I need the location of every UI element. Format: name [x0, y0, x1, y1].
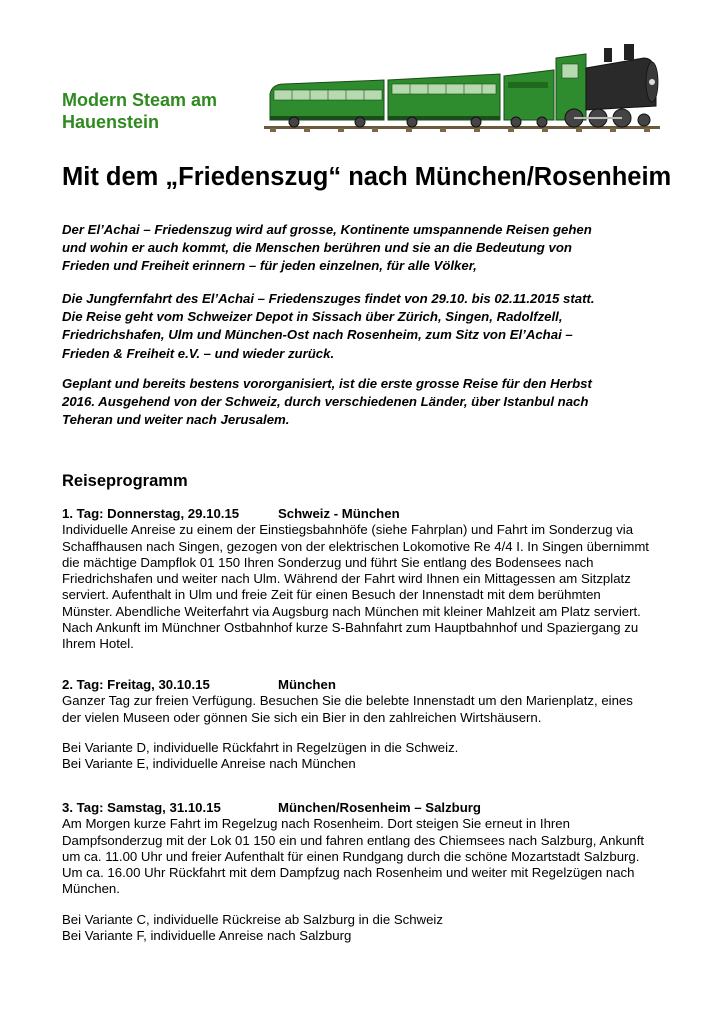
day-text-line: Schaffhausen nach Singen, gezogen von der elektrischen Lokomotive Re 4/4 I. In Singen übernimmt	[62, 538, 649, 554]
intro-paragraph-1	[62, 221, 662, 276]
day-heading	[62, 677, 662, 693]
day-text-line: serviert. Aufenthalt in Ulm und freie Zeit für einen Besuch der Innenstadt mit dem berühmten	[62, 587, 601, 603]
day-place: München/Rosenheim – Salzburg	[278, 800, 481, 815]
day-1-section	[62, 506, 662, 653]
day-text-line: Dampfsonderzug mit der Lok 01 150 ein und fahren entlang des Chiemsees nach Salzburg, Ankunft	[62, 832, 645, 848]
program-heading: Reiseprogramm	[62, 472, 188, 490]
intro-line: Geplant und bereits bestens vororganisiert, ist die erste grosse Reise für den Herbst	[62, 376, 592, 391]
day-label: 1. Tag: Donnerstag, 29.10.15	[62, 506, 240, 521]
variant-line: Bei Variante E, individuelle Anreise nach München	[62, 756, 356, 772]
day-text-line: die mächtige Dampflok 01 150 Ihren Sonderzug und führt Sie entlang des Bodensees nach	[62, 554, 594, 570]
variant-line: Bei Variante D, individuelle Rückfahrt in Regelzügen in die Schweiz.	[62, 739, 459, 755]
intro-line: Frieden & Freiheit e.V. – und wieder zurück.	[62, 345, 335, 361]
day-2-section	[62, 677, 662, 772]
day-text-line: Ganzer Tag zur freien Verfügung. Besuchen Sie die belebte Innenstadt um den Marienplatz, eines	[62, 693, 633, 709]
intro-line: Teheran und weiter nach Jerusalem.	[62, 412, 290, 428]
day-text-line: Münster. Abendliche Weiterfahrt via Augsburg nach München mit kleiner Mahlzeit am Platz serviert.	[62, 603, 641, 619]
day-text-line: Am Morgen kurze Fahrt im Regelzug nach Rosenheim. Dort steigen Sie erneut in Ihren	[62, 816, 570, 832]
organization-name	[62, 89, 262, 133]
intro-line: Friedrichshafen, Ulm und München-Ost nach Rosenheim, zum Sitz von El’Achai –	[62, 327, 573, 343]
organization-line-2: Hauenstein	[62, 112, 160, 132]
day-text-line: Um ca. 16.00 Uhr Rückfahrt mit dem Dampfzug nach Rosenheim und weiter mit Regelzügen nach	[62, 865, 635, 881]
intro-paragraph-3	[62, 375, 662, 430]
intro-line: Die Reise geht vom Schweizer Depot in Sissach über Zürich, Singen, Radolfzell,	[62, 309, 563, 325]
day-label: 3. Tag: Samstag, 31.10.15	[62, 800, 221, 815]
intro-line: Frieden und Freiheit erinnern – für jeden einzelnen, für alle Völker,	[62, 258, 477, 274]
variant-line: Bei Variante C, individuelle Rückreise ab Salzburg in die Schweiz	[62, 911, 443, 927]
organization-line-1: Modern Steam am	[62, 90, 218, 110]
day-place: München	[278, 677, 336, 692]
intro-line: Der El’Achai – Friedenszug wird auf grosse, Kontinente umspannende Reisen gehen	[62, 222, 592, 237]
variant-line: Bei Variante F, individuelle Anreise nach Salzburg	[62, 928, 352, 944]
day-text-line: Nach Ankunft im Münchner Ostbahnhof kurze S-Bahnfahrt zum Hauptbahnhof und Spaziergang zu	[62, 620, 639, 636]
intro-line: und wohin er auch kommt, die Menschen berühren und sie an die Bedeutung von	[62, 240, 572, 256]
day-text-line: um ca. 11.00 Uhr und freier Aufenthalt für einen Rundgang durch die schöne Mozartstadt Salzburg.	[62, 848, 640, 864]
day-text-line: Friedrichshafen und weiter nach Ulm. Während der Fahrt wird Ihnen ein Mittagessen am Sitzplatz	[62, 571, 631, 587]
day-text-line: der vielen Museen oder gönnen Sie sich ein Bier in den zahlreichen Wirtshäusern.	[62, 709, 542, 725]
day-place: Schweiz - München	[278, 506, 400, 521]
intro-paragraph-2	[62, 290, 662, 363]
day-heading	[62, 800, 662, 816]
day-text-line: Ihrem Hotel.	[62, 636, 134, 652]
day-label: 2. Tag: Freitag, 30.10.15	[62, 677, 210, 692]
day-3-section	[62, 800, 662, 944]
day-heading	[62, 506, 662, 522]
day-text-line: München.	[62, 881, 120, 897]
steam-train-logo	[264, 40, 660, 134]
intro-line: 2016. Ausgehend von der Schweiz, durch verschiedenen Länder, über Istanbul nach	[62, 394, 589, 410]
intro-line: Die Jungfernfahrt des El’Achai – Friedenszuges findet von 29.10. bis 02.11.2015 statt.	[62, 291, 595, 306]
page-title: Mit dem „Friedenszug“ nach München/Rosenheim	[62, 163, 672, 191]
day-text-line: Individuelle Anreise zu einem der Einstiegsbahnhöfe (siehe Fahrplan) und Fahrt im Sonderzug via	[62, 522, 634, 538]
